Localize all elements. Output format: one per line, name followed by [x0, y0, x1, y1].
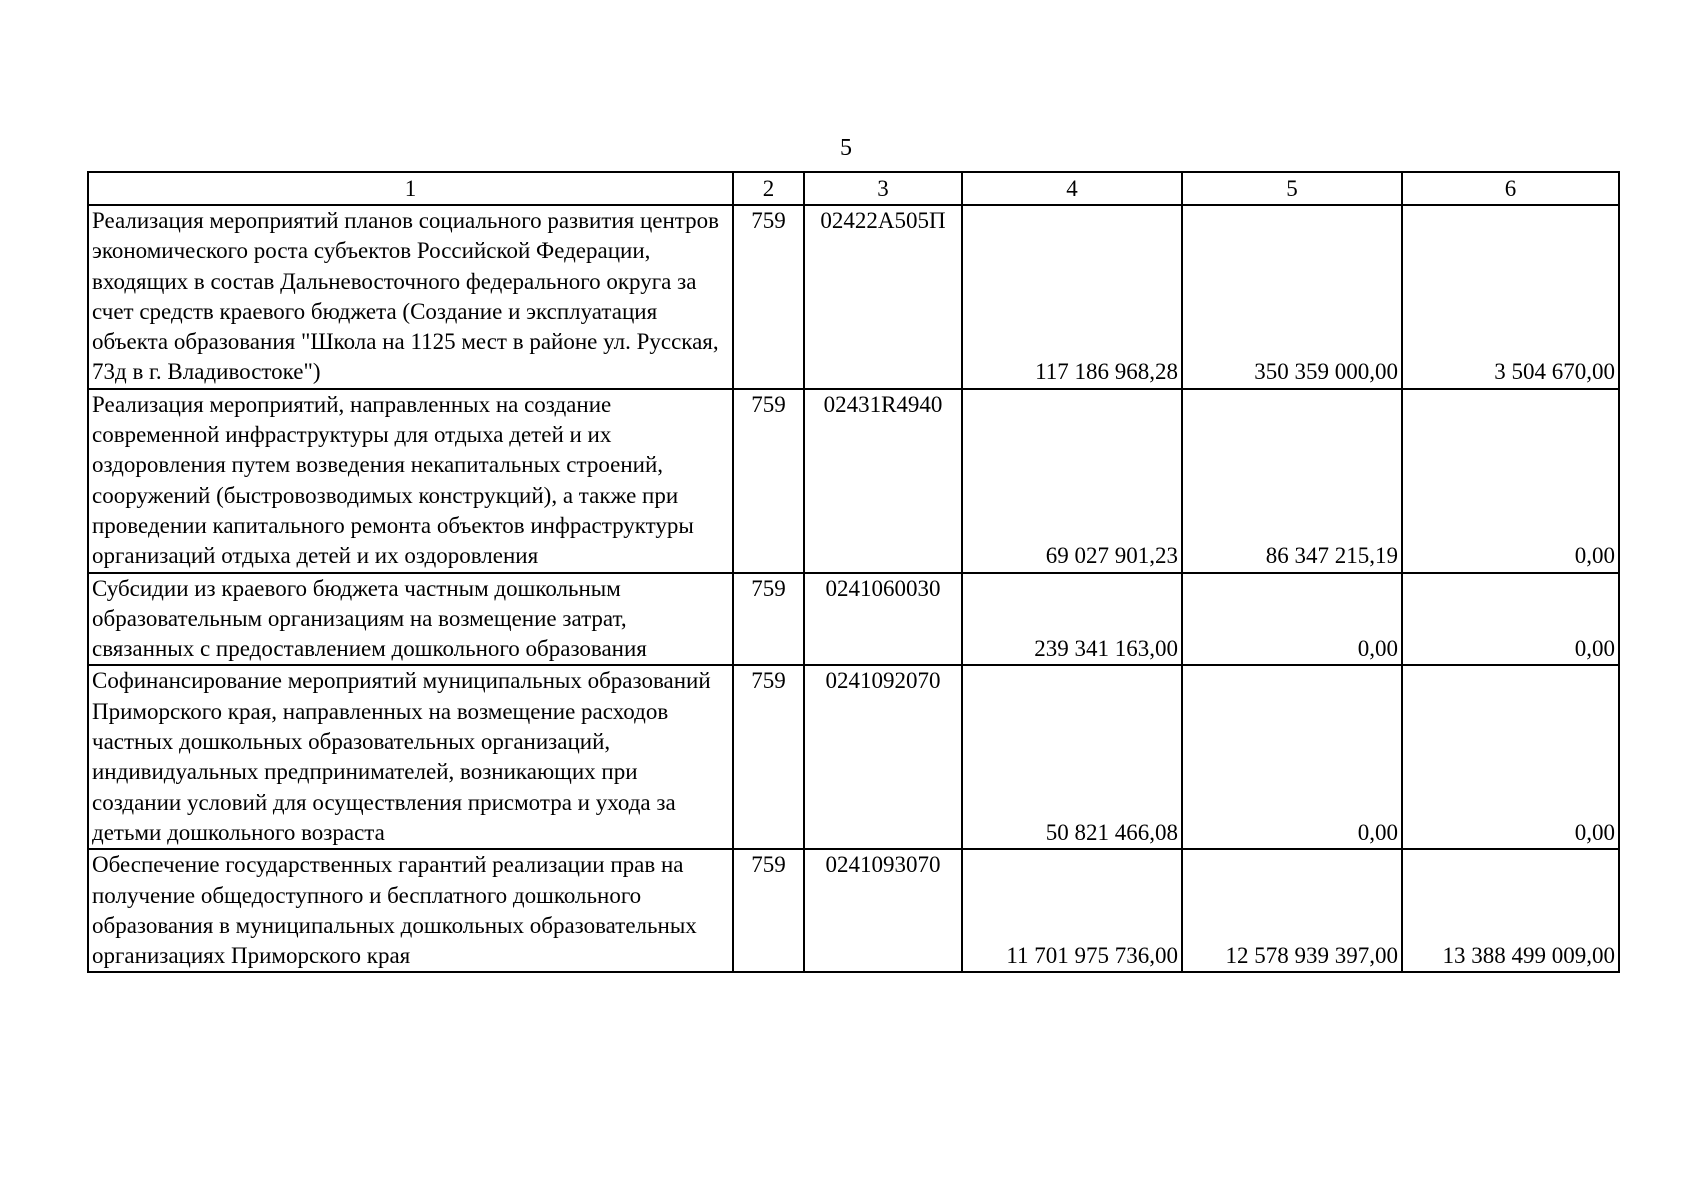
- table-header-row: [88, 172, 1619, 205]
- row-department-code: 759: [733, 665, 804, 849]
- column-header: 6: [1402, 172, 1619, 205]
- table-row: [88, 849, 1619, 972]
- row-department-code: 759: [733, 849, 804, 972]
- row-name: Субсидии из краевого бюджета частным дошкольным образовательным организациям на возмещение затрат, связанных с предоставлением дошкольного образования: [88, 573, 733, 666]
- row-amount-col5: 350 359 000,00: [1182, 205, 1402, 389]
- table-row: [88, 573, 1619, 666]
- row-amount-col4: 117 186 968,28: [962, 205, 1182, 389]
- column-header: 2: [733, 172, 804, 205]
- budget-table: [87, 171, 1620, 973]
- row-amount-col4: 239 341 163,00: [962, 573, 1182, 666]
- table-row: [88, 665, 1619, 849]
- row-department-code: 759: [733, 573, 804, 666]
- row-department-code: 759: [733, 389, 804, 573]
- row-amount-col4: 50 821 466,08: [962, 665, 1182, 849]
- row-name: Реализация мероприятий, направленных на создание современной инфраструктуры для отдыха детей и их оздоровления путем возведения некапитальных строений, сооружений (быстровозводимых конструкций), а также при проведении капитального ремонта объектов инфраструктуры организаций отдыха детей и их оздоровления: [88, 389, 733, 573]
- table-row: [88, 389, 1619, 573]
- row-target-code: 02422А505П: [804, 205, 962, 389]
- row-target-code: 0241092070: [804, 665, 962, 849]
- row-target-code: 0241093070: [804, 849, 962, 972]
- row-name: Реализация мероприятий планов социального развития центров экономического роста субъектов Российской Федерации, входящих в состав Дальневосточного федерального округа за счет средств краевого бюджета (Создание и эксплуатация объекта образования "Школа на 1125 мест в районе ул. Русская, 73д в г. Владивостоке"): [88, 205, 733, 389]
- column-header: 1: [88, 172, 733, 205]
- row-amount-col6: 0,00: [1402, 389, 1619, 573]
- row-amount-col5: 0,00: [1182, 573, 1402, 666]
- row-amount-col5: 0,00: [1182, 665, 1402, 849]
- row-target-code: 0241060030: [804, 573, 962, 666]
- table-row: [88, 205, 1619, 389]
- column-header: 5: [1182, 172, 1402, 205]
- row-amount-col5: 12 578 939 397,00: [1182, 849, 1402, 972]
- row-amount-col4: 11 701 975 736,00: [962, 849, 1182, 972]
- column-header: 3: [804, 172, 962, 205]
- row-amount-col6: 13 388 499 009,00: [1402, 849, 1619, 972]
- row-target-code: 02431R4940: [804, 389, 962, 573]
- row-name: Обеспечение государственных гарантий реализации прав на получение общедоступного и бесплатного дошкольного образования в муниципальных дошкольных образовательных организациях Приморского края: [88, 849, 733, 972]
- page-number: 5: [840, 135, 852, 161]
- row-amount-col5: 86 347 215,19: [1182, 389, 1402, 573]
- column-header: 4: [962, 172, 1182, 205]
- row-amount-col4: 69 027 901,23: [962, 389, 1182, 573]
- row-amount-col6: 3 504 670,00: [1402, 205, 1619, 389]
- row-amount-col6: 0,00: [1402, 573, 1619, 666]
- row-amount-col6: 0,00: [1402, 665, 1619, 849]
- row-department-code: 759: [733, 205, 804, 389]
- row-name: Софинансирование мероприятий муниципальных образований Приморского края, направленных на возмещение расходов частных дошкольных образовательных организаций, индивидуальных предпринимателей, возникающих при создании условий для осуществления присмотра и ухода за детьми дошкольного возраста: [88, 665, 733, 849]
